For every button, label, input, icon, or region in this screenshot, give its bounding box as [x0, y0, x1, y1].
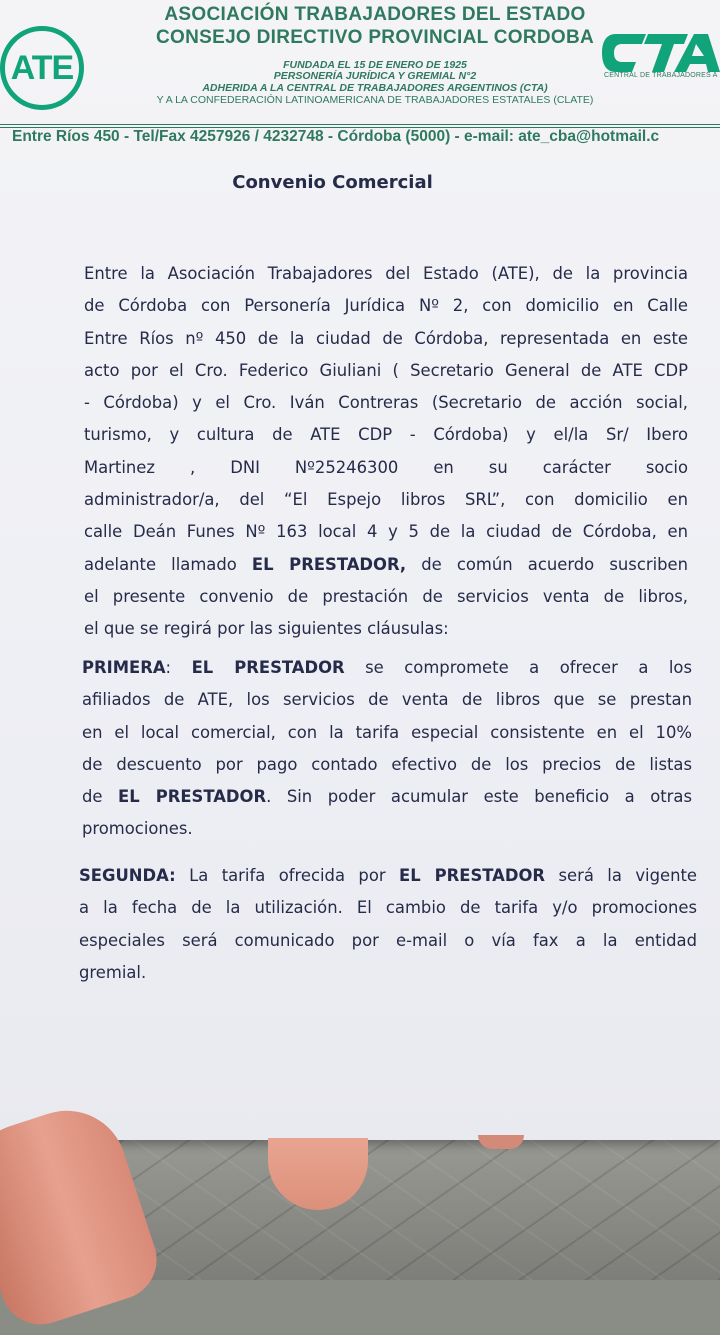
clause-text: de [82, 787, 119, 807]
clause-segunda [79, 860, 697, 989]
prestador-term: EL PRESTADOR [399, 866, 546, 885]
cta-membership: ADHERIDA A LA CENTRAL DE TRABAJADORES ARGENTINOS (CTA) [202, 82, 548, 94]
clause-line [82, 652, 692, 684]
clause-label: SEGUNDA: [79, 866, 176, 885]
ate-logo-text: ATE [10, 48, 74, 87]
prestador-term: EL PRESTADOR [118, 787, 267, 807]
clause-line: de descuento por pago contado efectivo de los precios de listas [82, 754, 692, 774]
letterhead [0, 0, 720, 155]
prestador-term: EL PRESTADOR [191, 658, 345, 677]
clause-text: . Sin poder acumular este beneficio a otras [266, 787, 692, 807]
intro-paragraph [84, 258, 688, 646]
org-name-line2: CONSEJO DIRECTIVO PROVINCIAL CORDOBA [156, 27, 594, 48]
org-name-line1: ASOCIACIÓN TRABAJADORES DEL ESTADO [164, 4, 586, 25]
cta-caption: CENTRAL DE TRABAJADORES A [604, 72, 718, 79]
clause-line: especiales será comunicado por e-mail o vía fax a la entidad [79, 930, 697, 950]
document-title: Convenio Comercial [232, 172, 433, 193]
contact-address: Entre Ríos 450 - Tel/Fax 4257926 / 4232748 - Córdoba (5000) - e-mail: ate_cba@hotmail.c [12, 128, 660, 145]
clause-text: se compromete a ofrecer a los [344, 658, 692, 677]
legal-status: PERSONERÍA JURÍDICA Y GREMIAL N°2 [273, 70, 477, 82]
clause-text: La tarifa ofrecida por [175, 866, 400, 885]
intro-line: el que se regirá por las siguientes cláusulas: [84, 619, 449, 639]
clause-primera [82, 652, 692, 846]
clause-line: promociones. [82, 819, 193, 839]
intro-line [84, 549, 688, 581]
cta-logo [602, 17, 720, 76]
intro-line: - Córdoba) y el Cro. Iván Contreras (Secretario de acción social, [84, 393, 688, 413]
clause-colon: : [165, 658, 172, 677]
intro-line: acto por el Cro. Federico Giuliani ( Secretario General de ATE CDP [84, 360, 688, 380]
intro-line-text: de común acuerdo suscriben [406, 554, 688, 574]
intro-line: turismo, y cultura de ATE CDP - Córdoba) y el/la Sr/ Ibero [84, 425, 688, 445]
intro-line: calle Deán Funes Nº 163 local 4 y 5 de la ciudad de Córdoba, en [84, 522, 688, 542]
founded-date: FUNDADA EL 15 DE ENERO DE 1925 [283, 59, 467, 71]
intro-line-text: adelante llamado [84, 554, 252, 574]
intro-line: Entre la Asociación Trabajadores del Estado (ATE), de la provincia [84, 264, 688, 283]
intro-line: Martinez , DNI Nº25246300 en su carácter socio [84, 457, 688, 477]
clause-line: gremial. [79, 962, 147, 982]
clause-line [82, 781, 692, 813]
clause-line [79, 860, 697, 892]
intro-line: el presente convenio de prestación de servicios venta de libros, [84, 586, 688, 606]
clate-membership: Y A LA CONFEDERACIÓN LATINOAMERICANA DE TRABAJADORES ESTATALES (CLATE) [156, 94, 594, 106]
clause-line: a la fecha de la utilización. El cambio de tarifa y/o promociones [79, 898, 697, 918]
cta-logo-text: CTA [602, 17, 633, 34]
clause-label: PRIMERA [82, 658, 166, 677]
intro-line: administrador/a, del “El Espejo libros SRL”, con domicilio en [84, 490, 688, 510]
holding-fingertip [478, 1135, 524, 1149]
intro-line: Entre Ríos nº 450 de la ciudad de Córdoba, representada en este [84, 328, 688, 348]
clause-line: en el local comercial, con la tarifa especial consistente en el 10% [82, 722, 692, 742]
intro-line: de Córdoba con Personería Jurídica Nº 2, con domicilio en Calle [84, 296, 688, 316]
ate-logo [0, 26, 84, 110]
prestador-term: EL PRESTADOR, [251, 554, 407, 574]
header-divider-top [0, 124, 720, 125]
clause-line: afiliados de ATE, los servicios de venta de libros que se prestan [82, 690, 692, 710]
clause-text: será la vigente [545, 866, 697, 885]
